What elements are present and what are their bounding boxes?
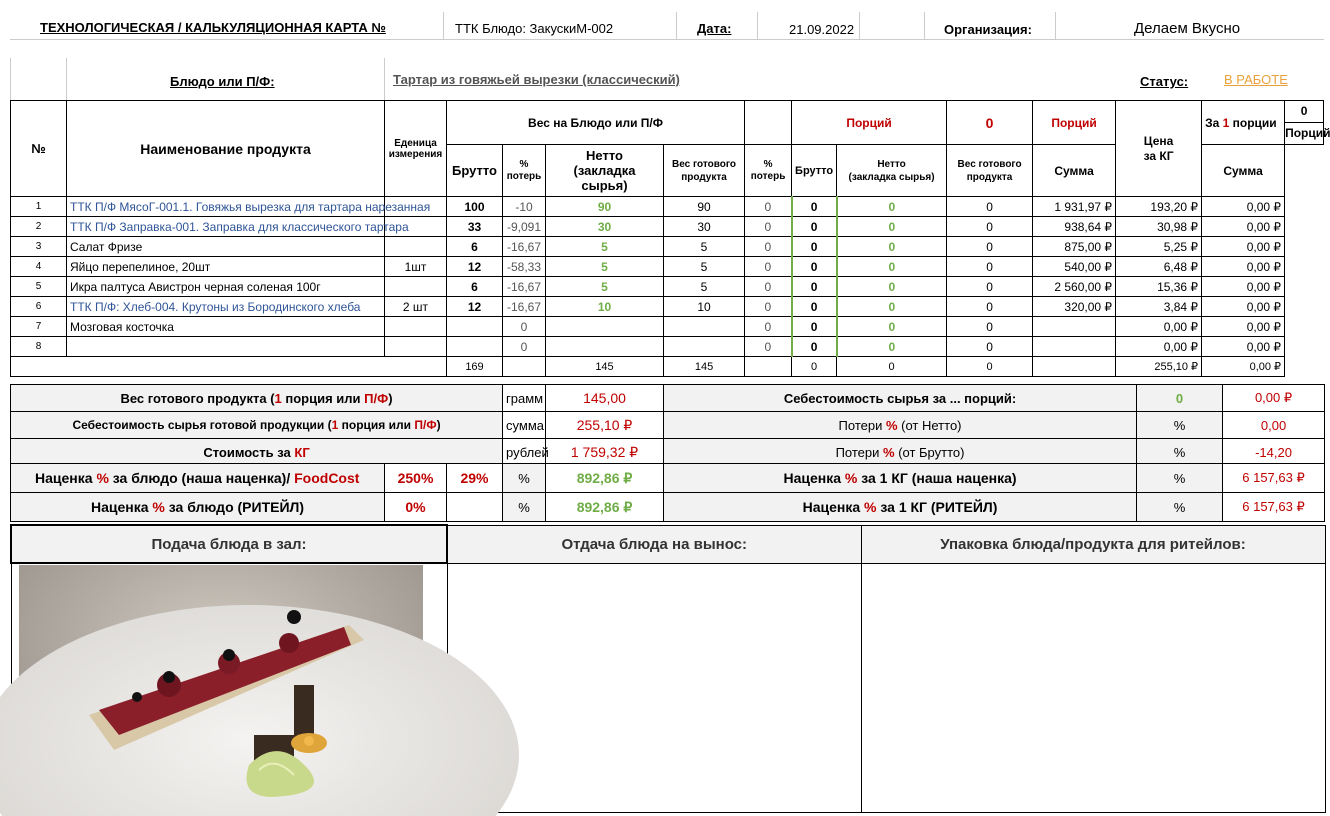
row-product[interactable]: ТТК П/Ф: Хлеб-004. Крутоны из Бородинского хлеба — [67, 297, 385, 317]
row-loss[interactable]: -16,67 — [503, 297, 546, 317]
serving-takeaway: Отдача блюда на вынос: — [447, 525, 861, 563]
total-netto2: 0 — [837, 357, 947, 377]
row-sum2[interactable]: 0,00 ₽ — [1202, 277, 1285, 297]
row-sum[interactable]: 5,25 ₽ — [1116, 237, 1202, 257]
row-product[interactable] — [67, 337, 385, 357]
row-unit[interactable]: 2 шт — [385, 297, 447, 317]
row-brutto[interactable]: 100 — [447, 197, 503, 217]
row-product[interactable]: ТТК П/Ф Заправка-001. Заправка для классического тартара — [67, 217, 385, 237]
row-num[interactable]: 7 — [11, 317, 67, 337]
markup-kg-label: Наценка % за 1 КГ (наша наценка) — [664, 464, 1137, 493]
table-row[interactable] — [11, 237, 1324, 257]
row-brutto[interactable]: 6 — [447, 277, 503, 297]
markup-unit: % — [503, 464, 546, 493]
row-loss2[interactable]: 0 — [745, 297, 792, 317]
row-loss[interactable]: -16,67 — [503, 237, 546, 257]
markup-pct[interactable]: 250% — [385, 464, 447, 493]
row-ready2[interactable]: 0 — [947, 237, 1033, 257]
dish-photo[interactable] — [19, 565, 423, 809]
row-ready[interactable]: 10 — [664, 297, 745, 317]
row-sum2[interactable]: 0,00 ₽ — [1202, 217, 1285, 237]
total-brutto2: 0 — [792, 357, 837, 377]
markup-table — [10, 463, 1325, 522]
loss-netto-label: Потери % (от Нетто) — [664, 412, 1137, 439]
header-divider — [10, 39, 1324, 40]
total-empty-2 — [745, 357, 792, 377]
row-brutto2[interactable]: 0 — [792, 277, 837, 297]
row-ready[interactable] — [664, 337, 745, 357]
row-ready[interactable] — [664, 317, 745, 337]
row-price[interactable] — [1033, 317, 1116, 337]
row-sum2[interactable]: 0,00 ₽ — [1202, 197, 1285, 217]
row-brutto[interactable] — [447, 317, 503, 337]
table-row[interactable] — [11, 317, 1324, 337]
row-netto[interactable]: 5 — [546, 257, 664, 277]
row-unit[interactable] — [385, 317, 447, 337]
dish-name[interactable]: Тартар из говяжьей вырезки (классический) — [393, 72, 680, 87]
row-brutto[interactable]: 33 — [447, 217, 503, 237]
total-ready: 145 — [664, 357, 745, 377]
row-brutto2[interactable]: 0 — [792, 337, 837, 357]
col-brutto: Брутто — [447, 145, 503, 197]
table-row[interactable] — [11, 277, 1324, 297]
totals-label-cell — [11, 357, 447, 377]
loss-brutto-unit: % — [1137, 439, 1223, 466]
row-sum[interactable]: 193,20 ₽ — [1116, 197, 1202, 217]
table-row[interactable] — [11, 197, 1324, 217]
total-empty-3 — [1033, 357, 1116, 377]
row-price[interactable]: 875,00 ₽ — [1033, 237, 1116, 257]
rub-unit: рублей — [503, 439, 546, 466]
row-loss2[interactable]: 0 — [745, 197, 792, 217]
dish-divider-3 — [384, 58, 385, 100]
row-loss2[interactable]: 0 — [745, 217, 792, 237]
col-portions-label2: Порций — [1033, 101, 1116, 145]
row-num[interactable]: 6 — [11, 297, 67, 317]
status-label: Статус: — [1140, 74, 1189, 89]
foodcost-pct: 29% — [447, 464, 503, 493]
row-loss2[interactable]: 0 — [745, 337, 792, 357]
header-divider-v4 — [859, 12, 860, 39]
row-brutto[interactable]: 12 — [447, 297, 503, 317]
row-num[interactable]: 4 — [11, 257, 67, 277]
row-ready[interactable]: 90 — [664, 197, 745, 217]
row-price[interactable]: 938,64 ₽ — [1033, 217, 1116, 237]
row-netto2[interactable]: 0 — [837, 257, 947, 277]
total-ready2: 0 — [947, 357, 1033, 377]
row-netto2[interactable]: 0 — [837, 277, 947, 297]
table-row[interactable] — [11, 257, 1324, 277]
col-per-portion: За 1 порции — [1202, 101, 1285, 145]
header-divider-v6 — [1055, 12, 1056, 39]
markup-label: Наценка % за блюдо (наша наценка)/ FoodCost — [11, 464, 385, 493]
row-loss2[interactable]: 0 — [745, 317, 792, 337]
row-brutto[interactable]: 12 — [447, 257, 503, 277]
total-brutto: 169 — [447, 357, 503, 377]
loss-brutto-label: Потери % (от Брутто) — [664, 439, 1137, 466]
retail-unit: % — [503, 493, 546, 522]
col-portions-right: 0 Порций — [1285, 101, 1324, 145]
retail-kg-unit: % — [1137, 493, 1223, 522]
cost-label: Себестоимость сырья готовой продукции (1 порция или П/Ф) — [11, 412, 503, 439]
retail-label: Наценка % за блюдо (РИТЕЙЛ) — [11, 493, 385, 522]
table-row[interactable] — [11, 337, 1324, 357]
markup-kg-unit: % — [1137, 464, 1223, 493]
cost-batch-num[interactable]: 0 — [1137, 385, 1223, 412]
row-netto2[interactable]: 0 — [837, 197, 947, 217]
row-unit[interactable] — [385, 337, 447, 357]
row-ready2[interactable]: 0 — [947, 297, 1033, 317]
ttk-code: ТТК Блюдо: ЗакускиМ-002 — [455, 21, 614, 36]
price-kg-value: 1 759,32 ₽ — [546, 439, 664, 466]
header-divider-v1 — [443, 12, 444, 39]
loss-netto-unit: % — [1137, 412, 1223, 439]
col-netto2: Нетто (закладка сырья) — [837, 145, 947, 197]
header-divider-v5 — [924, 12, 925, 39]
row-product[interactable]: Салат Фризе — [67, 237, 385, 257]
row-loss[interactable]: 0 — [503, 317, 546, 337]
row-num[interactable]: 8 — [11, 337, 67, 357]
date-label: Дата: — [697, 21, 732, 36]
row-brutto[interactable] — [447, 337, 503, 357]
summary-table — [10, 384, 1325, 466]
row-sum2[interactable]: 0,00 ₽ — [1202, 337, 1285, 357]
row-loss2[interactable]: 0 — [745, 277, 792, 297]
row-sum[interactable]: 3,84 ₽ — [1116, 297, 1202, 317]
retail-kg-label: Наценка % за 1 КГ (РИТЕЙЛ) — [664, 493, 1137, 522]
row-num[interactable]: 5 — [11, 277, 67, 297]
row-netto2[interactable]: 0 — [837, 337, 947, 357]
row-ready2[interactable]: 0 — [947, 257, 1033, 277]
org-label: Организация: — [944, 22, 1032, 37]
row-netto[interactable]: 90 — [546, 197, 664, 217]
row-product[interactable]: Икра палтуса Авистрон черная соленая 100г — [67, 277, 385, 297]
retail-value: 892,86 ₽ — [546, 493, 664, 522]
markup-value: 892,86 ₽ — [546, 464, 664, 493]
row-loss[interactable]: -10 — [503, 197, 546, 217]
retail-pct[interactable]: 0% — [385, 493, 447, 522]
row-sum2[interactable]: 0,00 ₽ — [1202, 237, 1285, 257]
totals-row — [11, 357, 1324, 377]
row-num[interactable]: 1 — [11, 197, 67, 217]
col-product: Наименование продукта — [67, 101, 385, 197]
col-weight-group: Вес на Блюдо или П/Ф — [447, 101, 745, 145]
header-divider-v2 — [676, 12, 677, 39]
row-loss2[interactable]: 0 — [745, 257, 792, 277]
card-title: ТЕХНОЛОГИЧЕСКАЯ / КАЛЬКУЛЯЦИОННАЯ КАРТА № — [40, 20, 386, 35]
row-brutto2[interactable]: 0 — [792, 217, 837, 237]
sum-unit: сумма — [503, 412, 546, 439]
ready-weight-label: Вес готового продукта (1 порция или П/Ф) — [11, 385, 503, 412]
total-sum: 255,10 ₽ — [1116, 357, 1202, 377]
row-netto[interactable] — [546, 317, 664, 337]
loss-brutto-value: -14,20 — [1223, 439, 1325, 466]
row-sum[interactable]: 30,98 ₽ — [1116, 217, 1202, 237]
ingredients-table — [10, 100, 1330, 377]
dish-divider-2 — [66, 58, 67, 100]
row-sum[interactable]: 15,36 ₽ — [1116, 277, 1202, 297]
row-netto2[interactable]: 0 — [837, 217, 947, 237]
cost-batch-label: Себестоимость сырья за ... порций: — [664, 385, 1137, 412]
total-sum2: 0,00 ₽ — [1202, 357, 1285, 377]
loss-netto-value: 0,00 — [1223, 412, 1325, 439]
row-ready2[interactable]: 0 — [947, 317, 1033, 337]
row-product[interactable]: Яйцо перепелиное, 20шт — [67, 257, 385, 277]
row-ready[interactable]: 5 — [664, 257, 745, 277]
row-brutto2[interactable]: 0 — [792, 317, 837, 337]
row-loss2[interactable]: 0 — [745, 237, 792, 257]
price-kg-label: Стоимость за КГ — [11, 439, 503, 466]
row-product[interactable]: ТТК П/Ф МясоГ-001.1. Говяжья вырезка для тартара нарезанная — [67, 197, 385, 217]
row-ready[interactable]: 5 — [664, 277, 745, 297]
row-ready2[interactable]: 0 — [947, 277, 1033, 297]
col-loss: % потерь — [503, 145, 546, 197]
row-price[interactable] — [1033, 337, 1116, 357]
row-unit[interactable] — [385, 277, 447, 297]
org-value[interactable]: Делаем Вкусно — [1134, 20, 1241, 37]
header-divider-v3 — [757, 12, 758, 39]
serving-retail-cell[interactable] — [861, 563, 1325, 813]
row-sum2[interactable]: 0,00 ₽ — [1202, 317, 1285, 337]
total-netto: 145 — [546, 357, 664, 377]
row-price[interactable]: 2 560,00 ₽ — [1033, 277, 1116, 297]
row-price[interactable]: 320,00 ₽ — [1033, 297, 1116, 317]
col-portions-value[interactable]: 0 — [947, 101, 1033, 145]
col-empty — [745, 101, 792, 145]
col-sum: Сумма — [1033, 145, 1116, 197]
status-value[interactable]: В РАБОТЕ — [1224, 72, 1288, 87]
row-ready2[interactable]: 0 — [947, 197, 1033, 217]
serving-hall: Подача блюда в зал: — [11, 525, 447, 563]
row-price[interactable]: 540,00 ₽ — [1033, 257, 1116, 277]
row-netto2[interactable]: 0 — [837, 297, 947, 317]
row-brutto2[interactable]: 0 — [792, 297, 837, 317]
row-brutto2[interactable]: 0 — [792, 257, 837, 277]
col-num: № — [11, 101, 67, 197]
row-unit[interactable] — [385, 237, 447, 257]
row-ready[interactable]: 30 — [664, 217, 745, 237]
gram-unit: грамм — [503, 385, 546, 412]
serving-retail: Упаковка блюда/продукта для ритейлов: — [861, 525, 1325, 563]
row-loss[interactable]: -58,33 — [503, 257, 546, 277]
cost-value: 255,10 ₽ — [546, 412, 664, 439]
row-netto[interactable]: 5 — [546, 277, 664, 297]
col-sum2: Сумма — [1202, 145, 1285, 197]
row-ready[interactable]: 5 — [664, 237, 745, 257]
row-sum2[interactable]: 0,00 ₽ — [1202, 297, 1285, 317]
row-sum2[interactable]: 0,00 ₽ — [1202, 257, 1285, 277]
col-ready2: Вес готового продукта — [947, 145, 1033, 197]
row-product[interactable]: Мозговая косточка — [67, 317, 385, 337]
row-unit[interactable]: 1шт — [385, 257, 447, 277]
col-price: Цена за КГ — [1116, 101, 1202, 197]
col-brutto2: Брутто — [792, 145, 837, 197]
markup-kg-value: 6 157,63 ₽ — [1223, 464, 1325, 493]
table-row[interactable] — [11, 217, 1324, 237]
col-unit: Еденица измерения — [385, 101, 447, 197]
row-loss[interactable]: -16,67 — [503, 277, 546, 297]
row-ready2[interactable]: 0 — [947, 217, 1033, 237]
col-portions-label: Порций — [792, 101, 947, 145]
col-loss2: % потерь — [745, 145, 792, 197]
row-sum[interactable]: 0,00 ₽ — [1116, 317, 1202, 337]
row-netto2[interactable]: 0 — [837, 317, 947, 337]
row-num[interactable]: 2 — [11, 217, 67, 237]
cost-batch-value: 0,00 ₽ — [1223, 385, 1325, 412]
retail-kg-value: 6 157,63 ₽ — [1223, 493, 1325, 522]
retail-empty — [447, 493, 503, 522]
col-ready: Вес готового продукта — [664, 145, 745, 197]
row-netto[interactable] — [546, 337, 664, 357]
dish-label: Блюдо или П/Ф: — [170, 74, 275, 89]
row-num[interactable]: 3 — [11, 237, 67, 257]
col-netto: Нетто (закладка сырья) — [546, 145, 664, 197]
row-brutto2[interactable]: 0 — [792, 197, 837, 217]
row-netto[interactable]: 10 — [546, 297, 664, 317]
dish-divider-1 — [10, 58, 11, 100]
row-price[interactable]: 1 931,97 ₽ — [1033, 197, 1116, 217]
row-brutto[interactable]: 6 — [447, 237, 503, 257]
row-loss[interactable]: 0 — [503, 337, 546, 357]
row-netto[interactable]: 30 — [546, 217, 664, 237]
table-row[interactable] — [11, 297, 1324, 317]
ready-weight-value: 145,00 — [546, 385, 664, 412]
date-value[interactable]: 21.09.2022 — [789, 22, 855, 37]
row-netto[interactable]: 5 — [546, 237, 664, 257]
row-brutto2[interactable]: 0 — [792, 237, 837, 257]
row-ready2[interactable]: 0 — [947, 337, 1033, 357]
row-sum[interactable]: 6,48 ₽ — [1116, 257, 1202, 277]
row-sum[interactable]: 0,00 ₽ — [1116, 337, 1202, 357]
row-loss[interactable]: -9,091 — [503, 217, 546, 237]
row-netto2[interactable]: 0 — [837, 237, 947, 257]
total-empty-1 — [503, 357, 546, 377]
